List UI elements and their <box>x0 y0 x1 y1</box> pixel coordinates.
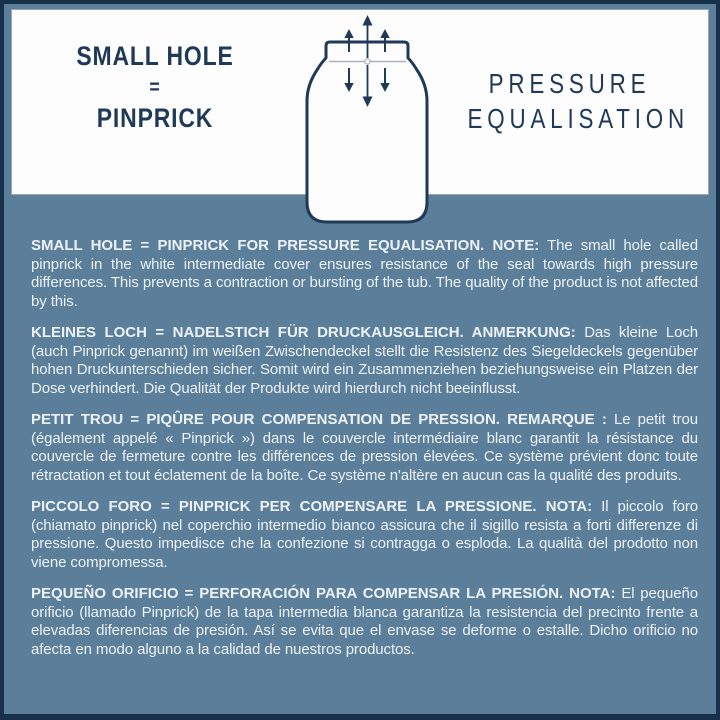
arrow-up-right-icon <box>380 29 389 38</box>
paragraph-de <box>31 324 698 398</box>
paragraph-body: Das kleine Loch (auch Pinprick genannt) im weißen Zwischendeckel stellt die Resistenz des Siegeldeckels gegenüber hohen Druckunterschieden sicher. Somit wird ein Zusammenziehen beziehungsweise ein Platzen der Dose verhindert. Die Qualität der Produkte wird hierdurch nicht beeinflusst. <box>31 324 699 397</box>
paragraph-lead: PICCOLO FORO = PINPRICK PER COMPENSARE LA PRESSIONE. NOTA: <box>31 498 593 515</box>
paragraph-it <box>31 498 698 572</box>
paragraph-en <box>31 237 698 311</box>
arrow-up-center-icon <box>363 15 373 26</box>
left-title-equals: = <box>149 76 161 99</box>
paragraph-lead: PEQUEÑO ORIFICIO = PERFORACIÓN PARA COMPENSAR LA PRESIÓN. NOTA: <box>31 585 616 602</box>
paragraph-body: El pequeño orificio (llamado Pinprick) de la tapa intermedia blanca garantiza la resistencia del precinto frente a elevadas diferencias de presión. Así se evita que el envase se deforme o estalle. Dicho orificio no afecta en modo alguno a la calidad de nuestros productos. <box>31 585 698 658</box>
paragraph-lead: SMALL HOLE = PINPRICK FOR PRESSURE EQUALISATION. NOTE: <box>31 237 540 254</box>
paragraph-lead: PETIT TROU = PIQÛRE POUR COMPENSATION DE PRESSION. REMARQUE : <box>31 411 607 428</box>
right-title-line2: EQUALISATION <box>467 103 689 134</box>
left-title-line3: PINPRICK <box>96 103 214 133</box>
right-title-line1: PRESSURE <box>488 68 651 99</box>
paragraph-body: The small hole called pinprick in the white intermediate cover ensures resistance of the seal towards high pressure differences. This prevents a contraction or bursting of the tub. The quality of the product is not affected by this. <box>31 237 698 310</box>
paragraph-lead: KLEINES LOCH = NADELSTICH FÜR DRUCKAUSGLEICH. ANMERKUNG: <box>31 324 576 341</box>
paragraph-body: Le petit trou (également appelé « Pinprick ») dans le couvercle intermédiaire blanc garantit la résistance du couvercle de fermeture contre les différences de pression élevées. Ce système prévient donc toute rétractation et tout éclatement de la boîte. Ce système n'altère en aucun cas la qualité des produits. <box>31 411 698 484</box>
paragraph-es <box>31 585 698 659</box>
paragraphs <box>31 237 698 672</box>
pinprick-hole <box>365 59 370 64</box>
jar-illustration <box>4 4 720 244</box>
arrow-up-left-icon <box>344 29 353 38</box>
left-title-line1: SMALL HOLE <box>76 41 234 71</box>
paragraph-body: Il piccolo foro (chiamato pinprick) nel coperchio intermedio bianco assicura che il sigillo resista a forti differenze di pressione. Questo impedisce che la confezione si contragga o esploda. La qualità del prodotto non viene compromessa. <box>31 498 698 571</box>
paragraph-fr <box>31 411 698 485</box>
